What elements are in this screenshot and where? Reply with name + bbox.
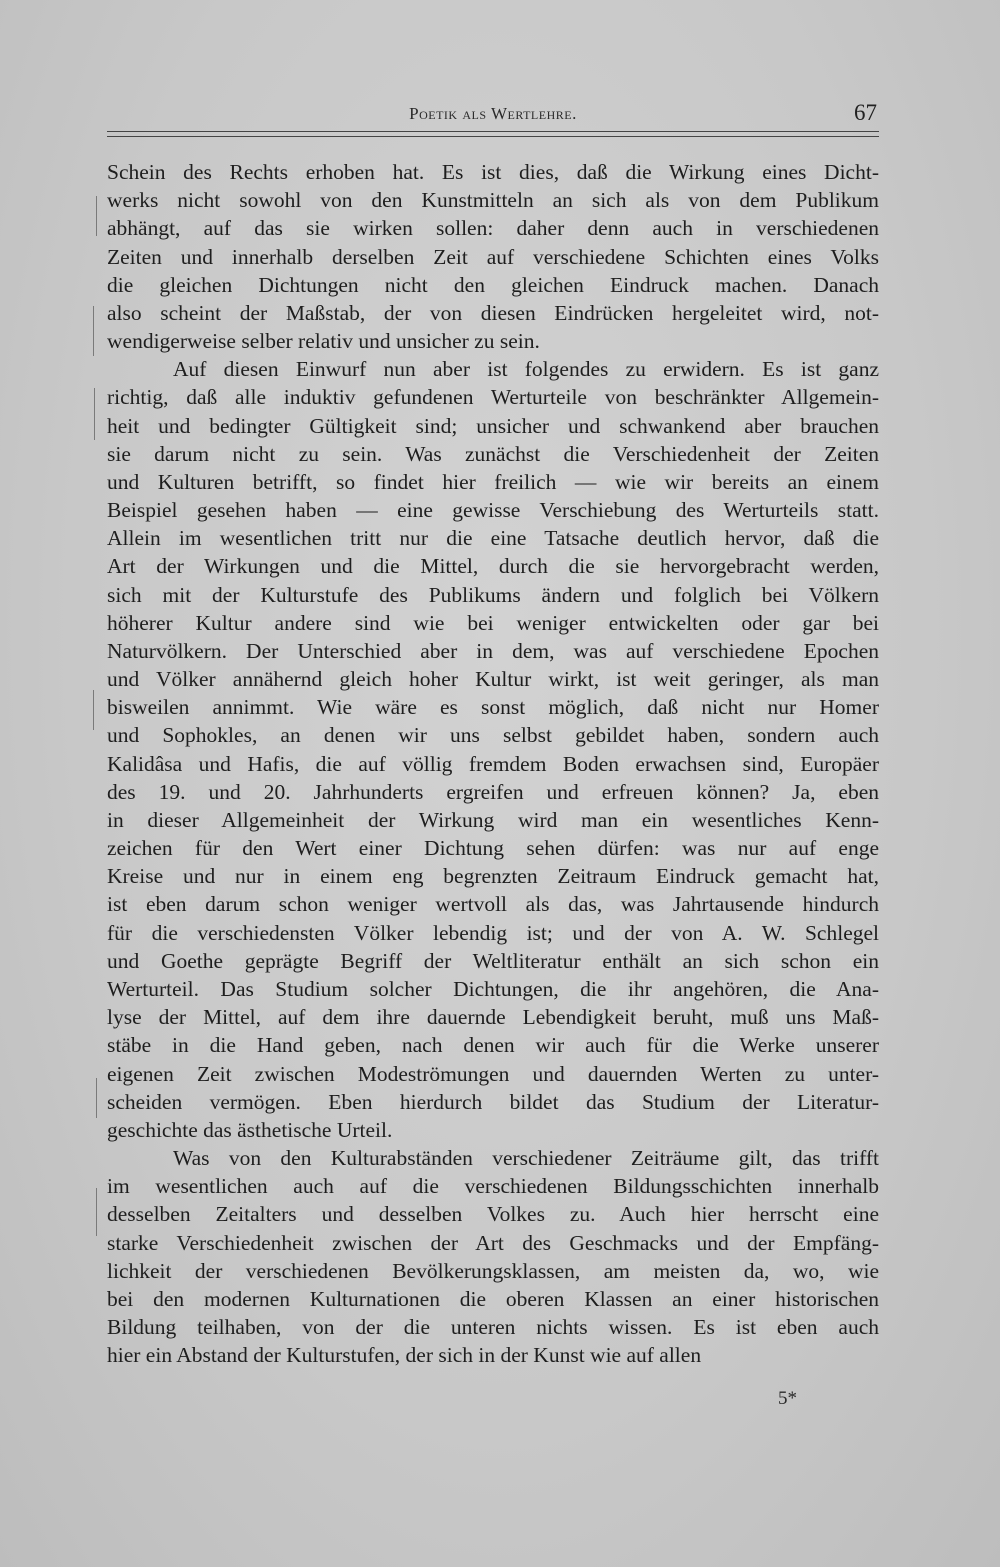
margin-mark bbox=[93, 306, 94, 356]
text-line: lyse der Mittel, auf dem ihre dauernde Lebendigkeit beruht, muß uns Maß- bbox=[107, 1005, 879, 1030]
text-line: Werturteil. Das Studium solcher Dichtungen, die ihr angehören, die Ana- bbox=[107, 976, 879, 1001]
text-line: lichkeit der verschiedenen Bevölkerungsklassen, am meisten da, wo, wie bbox=[107, 1258, 879, 1283]
header-rule-bottom bbox=[107, 136, 879, 137]
margin-mark bbox=[96, 1078, 97, 1118]
text-line: Beispiel gesehen haben — eine gewisse Verschiebung des Werturteils statt. bbox=[107, 498, 879, 523]
text-line: bisweilen annimmt. Wie wäre es sonst möglich, daß nicht nur Homer bbox=[107, 695, 879, 720]
text-line: Zeiten und innerhalb derselben Zeit auf verschiedene Schichten eines Volks bbox=[107, 244, 879, 269]
margin-mark bbox=[96, 1188, 97, 1236]
text-line: eigenen Zeit zwischen Modeströmungen und dauernden Werten zu unter- bbox=[107, 1061, 879, 1086]
page-header bbox=[107, 100, 879, 130]
text-line: und Kulturen betrifft, so findet hier freilich — wie wir bereits an einem bbox=[107, 469, 879, 494]
text-line: Bildung teilhaben, von der die unteren nichts wissen. Es ist eben auch bbox=[107, 1315, 879, 1340]
running-title: Poetik als Wertlehre. bbox=[409, 104, 577, 123]
signature-mark: 5* bbox=[778, 1388, 797, 1409]
text-line: desselben Zeitalters und desselben Volkes zu. Auch hier herrscht eine bbox=[107, 1202, 879, 1227]
text-line: für die verschiedensten Völker lebendig ist; und der von A. W. Schlegel bbox=[107, 920, 879, 945]
text-line: wendigerweise selber relativ und unsicher zu sein. bbox=[107, 329, 540, 354]
text-line: im wesentlichen auch auf die verschiedenen Bildungsschichten innerhalb bbox=[107, 1174, 879, 1199]
text-line: richtig, daß alle induktiv gefundenen Werturteile von beschränkter Allgemein- bbox=[107, 385, 879, 410]
text-line: bei den modernen Kulturnationen die oberen Klassen an einer historischen bbox=[107, 1286, 879, 1311]
text-line: Allein im wesentlichen tritt nur die eine Tatsache deutlich hervor, daß die bbox=[107, 526, 879, 551]
text-line: und Sophokles, an denen wir uns selbst gebildet haben, sondern auch bbox=[107, 723, 879, 748]
margin-mark bbox=[96, 196, 97, 236]
text-line: höherer Kultur andere sind wie bei weniger entwickelten oder gar bei bbox=[107, 610, 879, 635]
text-line: starke Verschiedenheit zwischen der Art des Geschmacks und der Empfäng- bbox=[107, 1230, 879, 1255]
text-line: werks nicht sowohl von den Kunstmitteln an sich als von dem Publikum bbox=[107, 188, 879, 213]
margin-mark bbox=[93, 690, 94, 730]
text-line: ist eben darum schon weniger wertvoll als das, was Jahrtausende hindurch bbox=[107, 892, 879, 917]
text-line: hier ein Abstand der Kulturstufen, der sich in der Kunst wie auf allen bbox=[107, 1343, 702, 1368]
text-line: heit und bedingter Gültigkeit sind; unsicher und schwankend aber brauchen bbox=[107, 413, 879, 438]
text-line: Kreise und nur in einem eng begrenzten Zeitraum Eindruck gemacht hat, bbox=[107, 864, 879, 889]
header-rule-top bbox=[107, 131, 879, 132]
text-line: Naturvölkern. Der Unterschied aber in dem, was auf verschiedene Epochen bbox=[107, 638, 879, 663]
text-line: in dieser Allgemeinheit der Wirkung wird man ein wesentliches Kenn- bbox=[107, 807, 879, 832]
text-line: stäbe in die Hand geben, nach denen wir auch für die Werke unserer bbox=[107, 1033, 879, 1058]
margin-mark bbox=[94, 388, 95, 440]
text-line: Art der Wirkungen und die Mittel, durch die sie hervorgebracht werden, bbox=[107, 554, 879, 579]
page-number: 67 bbox=[854, 100, 877, 125]
text-line: scheiden vermögen. Eben hierdurch bildet das Studium der Literatur- bbox=[107, 1089, 879, 1114]
text-line: zeichen für den Wert einer Dichtung sehen dürfen: was nur auf enge bbox=[107, 836, 879, 861]
text-line: also scheint der Maßstab, der von diesen Eindrücken hergeleitet wird, not- bbox=[107, 300, 879, 325]
text-line: und Völker annähernd gleich hoher Kultur wirkt, ist weit geringer, als man bbox=[107, 667, 879, 692]
text-line: geschichte das ästhetische Urteil. bbox=[107, 1117, 393, 1142]
text-line: sie darum nicht zu sein. Was zunächst die Verschiedenheit der Zeiten bbox=[107, 441, 879, 466]
text-line: Was von den Kulturabständen verschiedener Zeiträume gilt, das trifft bbox=[173, 1146, 879, 1171]
text-line: und Goethe geprägte Begriff der Weltliteratur enthält an sich schon ein bbox=[107, 948, 879, 973]
text-line: sich mit der Kulturstufe des Publikums ändern und folglich bei Völkern bbox=[107, 582, 879, 607]
text-line: abhängt, auf das sie wirken sollen: daher denn auch in verschiedenen bbox=[107, 216, 879, 241]
body-text bbox=[107, 158, 879, 1369]
text-line: Kalidâsa und Hafis, die auf völlig fremdem Boden erwachsen sind, Europäer bbox=[107, 751, 879, 776]
text-line: die gleichen Dichtungen nicht den gleichen Eindruck machen. Danach bbox=[107, 272, 879, 297]
text-line: des 19. und 20. Jahrhunderts ergreifen und erfreuen können? Ja, eben bbox=[107, 779, 879, 804]
text-line: Schein des Rechts erhoben hat. Es ist dies, daß die Wirkung eines Dicht- bbox=[107, 160, 879, 184]
text-line: Auf diesen Einwurf nun aber ist folgendes zu erwidern. Es ist ganz bbox=[173, 357, 879, 382]
